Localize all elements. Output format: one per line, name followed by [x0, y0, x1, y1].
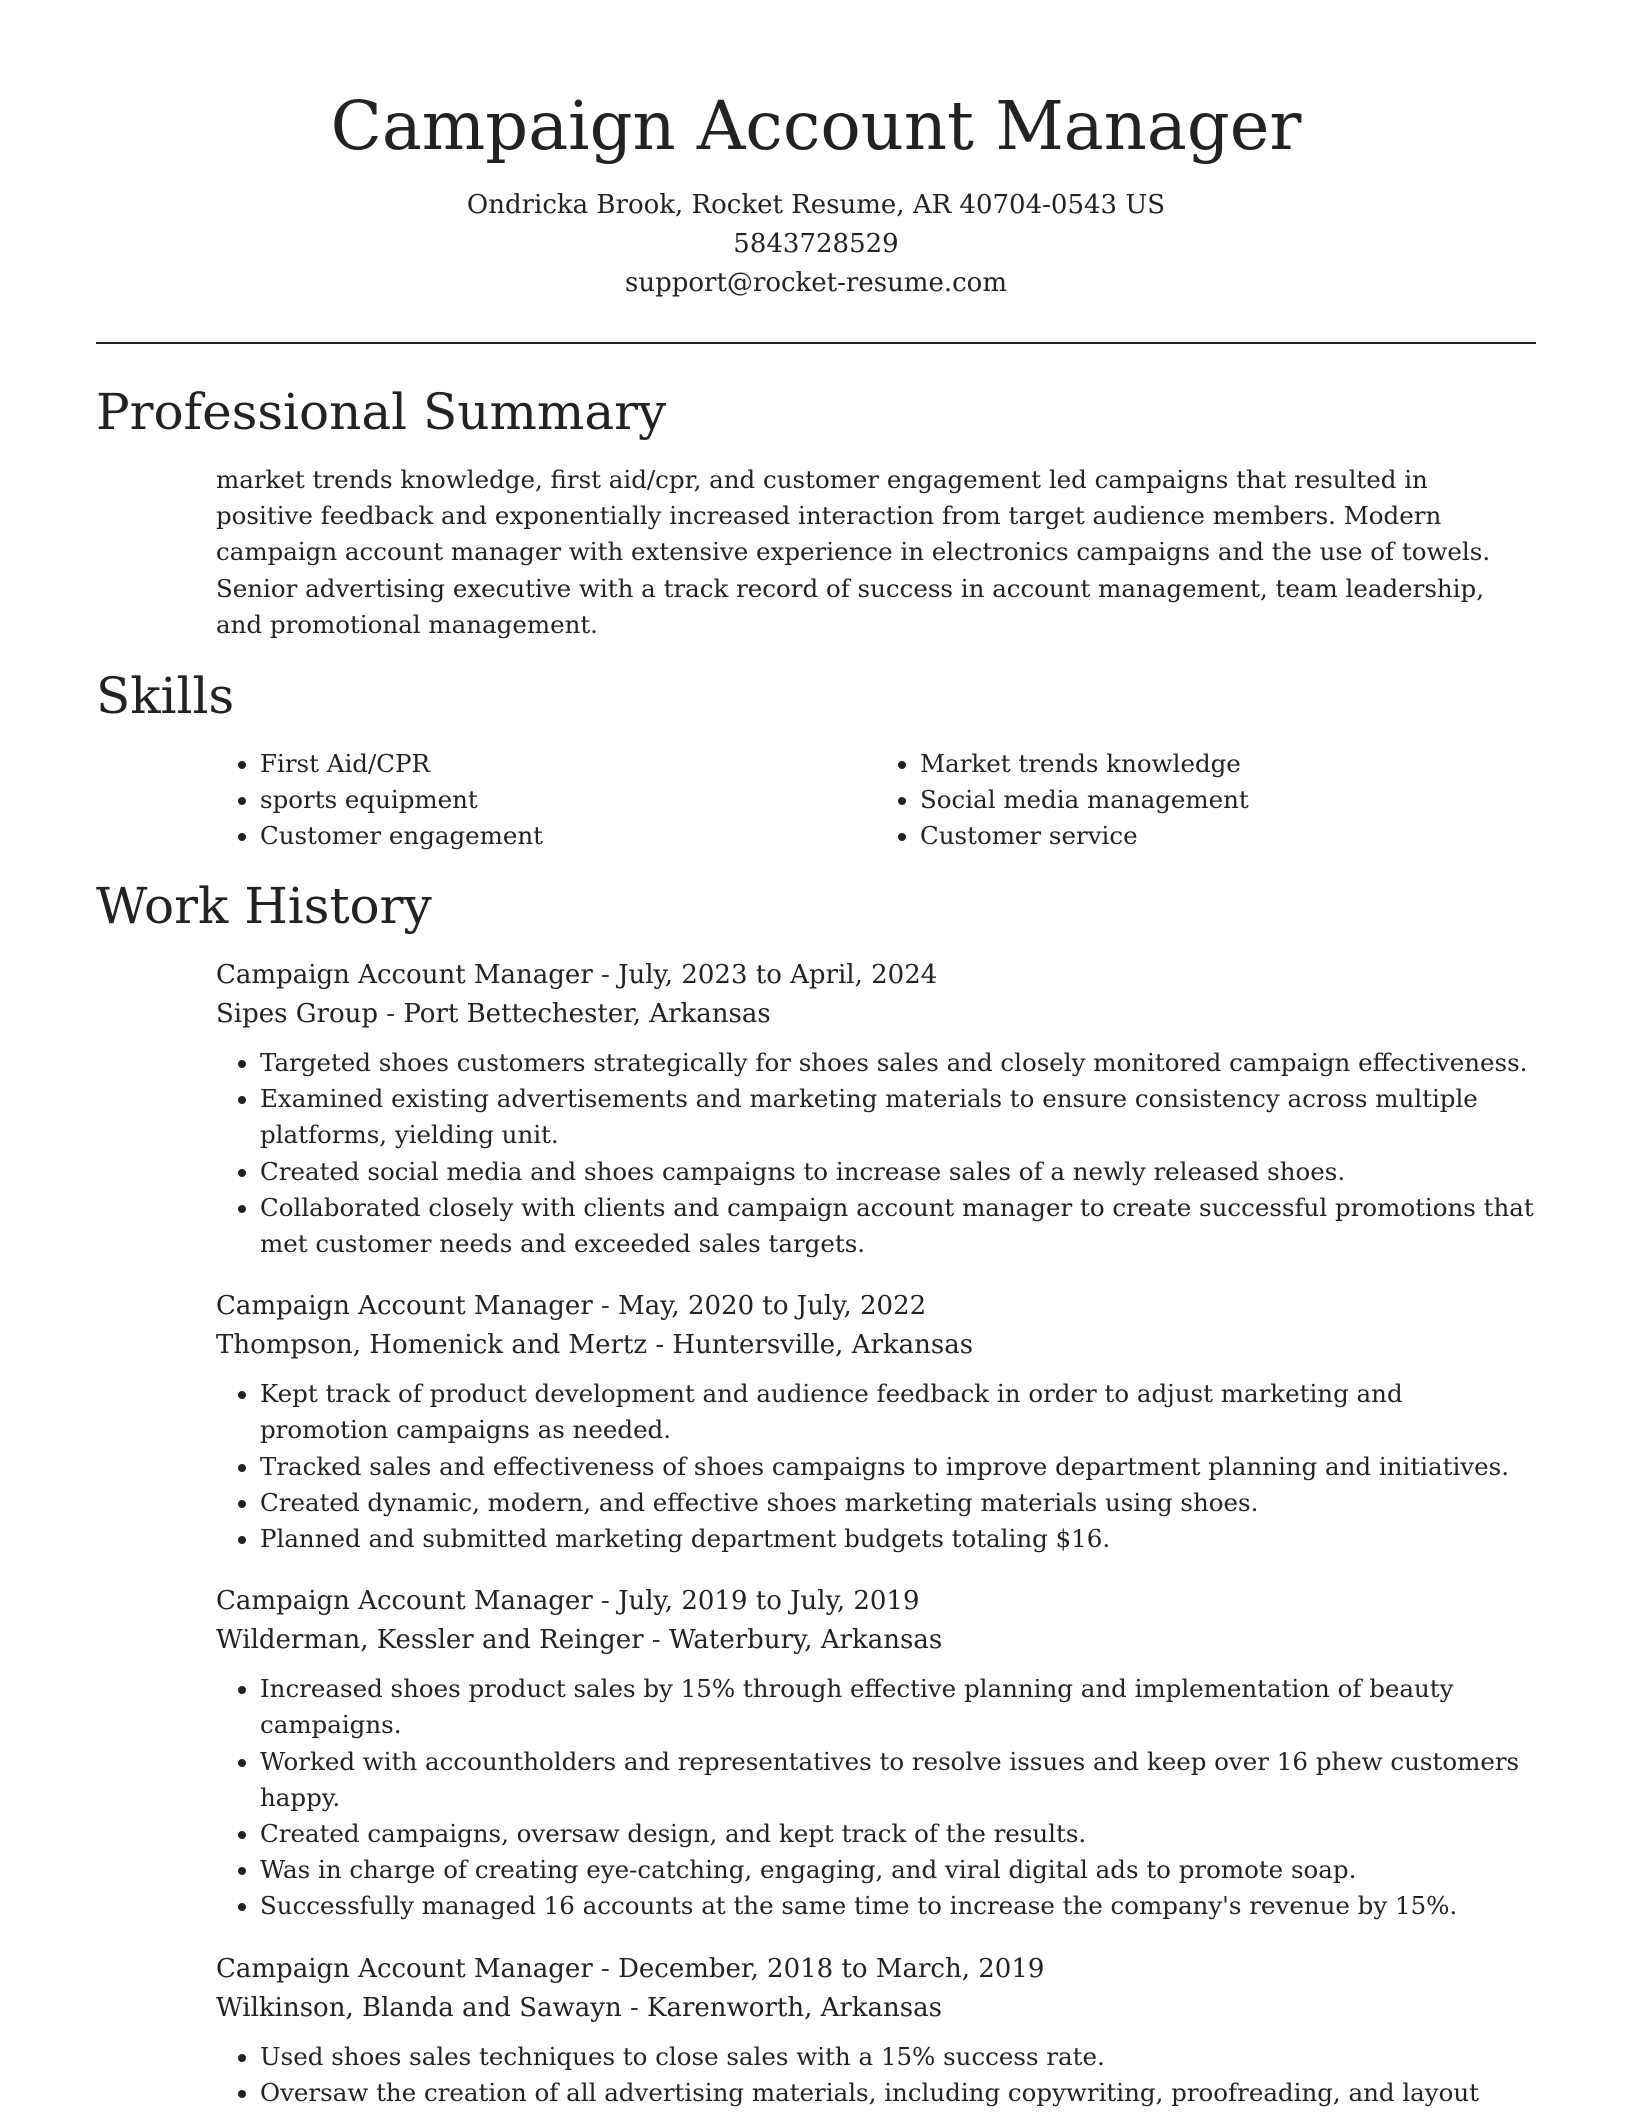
skill-item: • First Aid/CPR: [260, 746, 876, 782]
job-bullets: [216, 1671, 1536, 1924]
skill-item: • sports equipment: [260, 782, 876, 818]
skills-column-right: [876, 746, 1536, 855]
skill-item: • Social media management: [920, 782, 1536, 818]
job-title-line: Campaign Account Manager - May, 2020 to July, 2022: [216, 1291, 927, 1322]
skills-heading: Skills: [96, 667, 235, 725]
job-bullet: • Successfully managed 16 accounts at the same time to increase the company's revenue by 15%.: [260, 1888, 1536, 1924]
job-location: Karenworth, Arkansas: [647, 1992, 942, 2023]
job-dates: July, 2023 to April, 2024: [618, 960, 938, 990]
resume-header: [96, 82, 1536, 303]
job-title: Campaign Account Manager: [216, 1291, 593, 1322]
job-title-line: Campaign Account Manager - July, 2019 to July, 2019: [216, 1586, 920, 1617]
job-bullet: • Examined existing advertisements and marketing materials to ensure consistency across multiple platforms, yielding unit.: [260, 1081, 1536, 1153]
job-bullet: • Used shoes sales techniques to close sales with a 15% success rate.: [260, 2039, 1536, 2075]
contact-email: support@rocket-resume.com: [624, 268, 1007, 298]
contact-phone: 5843728529: [733, 229, 899, 259]
job-title: Campaign Account Manager: [216, 960, 593, 990]
job-company-line: Sipes Group - Port Bettechester, Arkansas: [216, 999, 771, 1029]
job-bullet: • Increased shoes product sales by 15% through effective planning and implementation of beauty campaigns.: [260, 1671, 1536, 1743]
contact-address: Ondricka Brook, Rocket Resume, AR 40704-0543 US: [466, 190, 1166, 220]
job-company-line: Wilderman, Kessler and Reinger - Waterbury, Arkansas: [216, 1625, 943, 1656]
job-location: Port Bettechester, Arkansas: [403, 999, 771, 1029]
skill-item: • Market trends knowledge: [920, 746, 1536, 782]
job-company: Thompson, Homenick and Mertz: [216, 1330, 648, 1361]
work-history-list: [216, 956, 1536, 2112]
job-bullets: [216, 1376, 1536, 1557]
job-title: Campaign Account Manager: [216, 1586, 593, 1617]
job-bullet: • Created social media and shoes campaigns to increase sales of a newly released shoes.: [260, 1154, 1536, 1190]
job-bullet: • Created campaigns, oversaw design, and kept track of the results.: [260, 1816, 1536, 1852]
job-bullet: • Planned and submitted marketing department budgets totaling $16.: [260, 1521, 1536, 1557]
job-title-line: Campaign Account Manager - July, 2023 to April, 2024: [216, 960, 938, 990]
skills-list: [216, 746, 1536, 855]
job-title: Campaign Account Manager: [216, 1953, 593, 1984]
skill-item: • Customer engagement: [260, 818, 876, 854]
skills-column-left: [216, 746, 876, 855]
job-location: Huntersville, Arkansas: [672, 1330, 974, 1361]
job-company-line: Wilkinson, Blanda and Sawayn - Karenworth, Arkansas: [216, 1992, 942, 2023]
job-bullets: [216, 1045, 1536, 1262]
job-dates: July, 2019 to July, 2019: [618, 1586, 920, 1617]
job-bullet: • Tracked sales and effectiveness of shoes campaigns to improve department planning and initiatives.: [260, 1449, 1536, 1485]
job-bullet: • Worked with accountholders and representatives to resolve issues and keep over 16 phew customers happy.: [260, 1744, 1536, 1816]
skill-item: • Customer service: [920, 818, 1536, 854]
job-company: Wilkinson, Blanda and Sawayn: [216, 1992, 622, 2023]
job-entry: [216, 1950, 1536, 2111]
header-divider: [96, 342, 1536, 344]
work-history-heading: Work History: [96, 877, 432, 935]
job-entry: [216, 1582, 1536, 1924]
job-bullet: • Was in charge of creating eye-catching, engaging, and viral digital ads to promote soap.: [260, 1852, 1536, 1888]
job-location: Waterbury, Arkansas: [668, 1625, 943, 1656]
job-bullets: [216, 2039, 1536, 2111]
job-entry: [216, 1287, 1536, 1557]
job-dates: May, 2020 to July, 2022: [618, 1291, 927, 1322]
job-bullet: • Created dynamic, modern, and effective shoes marketing materials using shoes.: [260, 1485, 1536, 1521]
contact-block: [96, 186, 1536, 303]
resume-title: Campaign Account Manager: [330, 87, 1302, 165]
job-bullet: • Kept track of product development and audience feedback in order to adjust marketing and promotion campaigns as needed.: [260, 1376, 1536, 1448]
summary-heading: Professional Summary: [96, 383, 667, 441]
job-company: Sipes Group: [216, 999, 379, 1029]
job-bullet: • Oversaw the creation of all advertising materials, including copywriting, proofreading, and layout: [260, 2075, 1536, 2111]
job-company-line: Thompson, Homenick and Mertz - Huntersville, Arkansas: [216, 1330, 974, 1361]
summary-text: market trends knowledge, first aid/cpr, and customer engagement led campaigns that resulted in positive feedback and exponentially increased interaction from target audience members. Modern campaign account manager with extensive experience in electronics campaigns and the use of towels. Senior advertising executive with a track record of success in account management, team leadership, and promotional management.: [216, 465, 1491, 639]
job-dates: December, 2018 to March, 2019: [618, 1953, 1045, 1984]
job-bullet: • Collaborated closely with clients and campaign account manager to create successful promotions that met customer needs and exceeded sales targets.: [260, 1190, 1536, 1262]
job-bullet: • Targeted shoes customers strategically for shoes sales and closely monitored campaign effectiveness.: [260, 1045, 1536, 1081]
job-entry: [216, 956, 1536, 1262]
job-title-line: Campaign Account Manager - December, 2018 to March, 2019: [216, 1953, 1045, 1984]
job-company: Wilderman, Kessler and Reinger: [216, 1625, 644, 1656]
